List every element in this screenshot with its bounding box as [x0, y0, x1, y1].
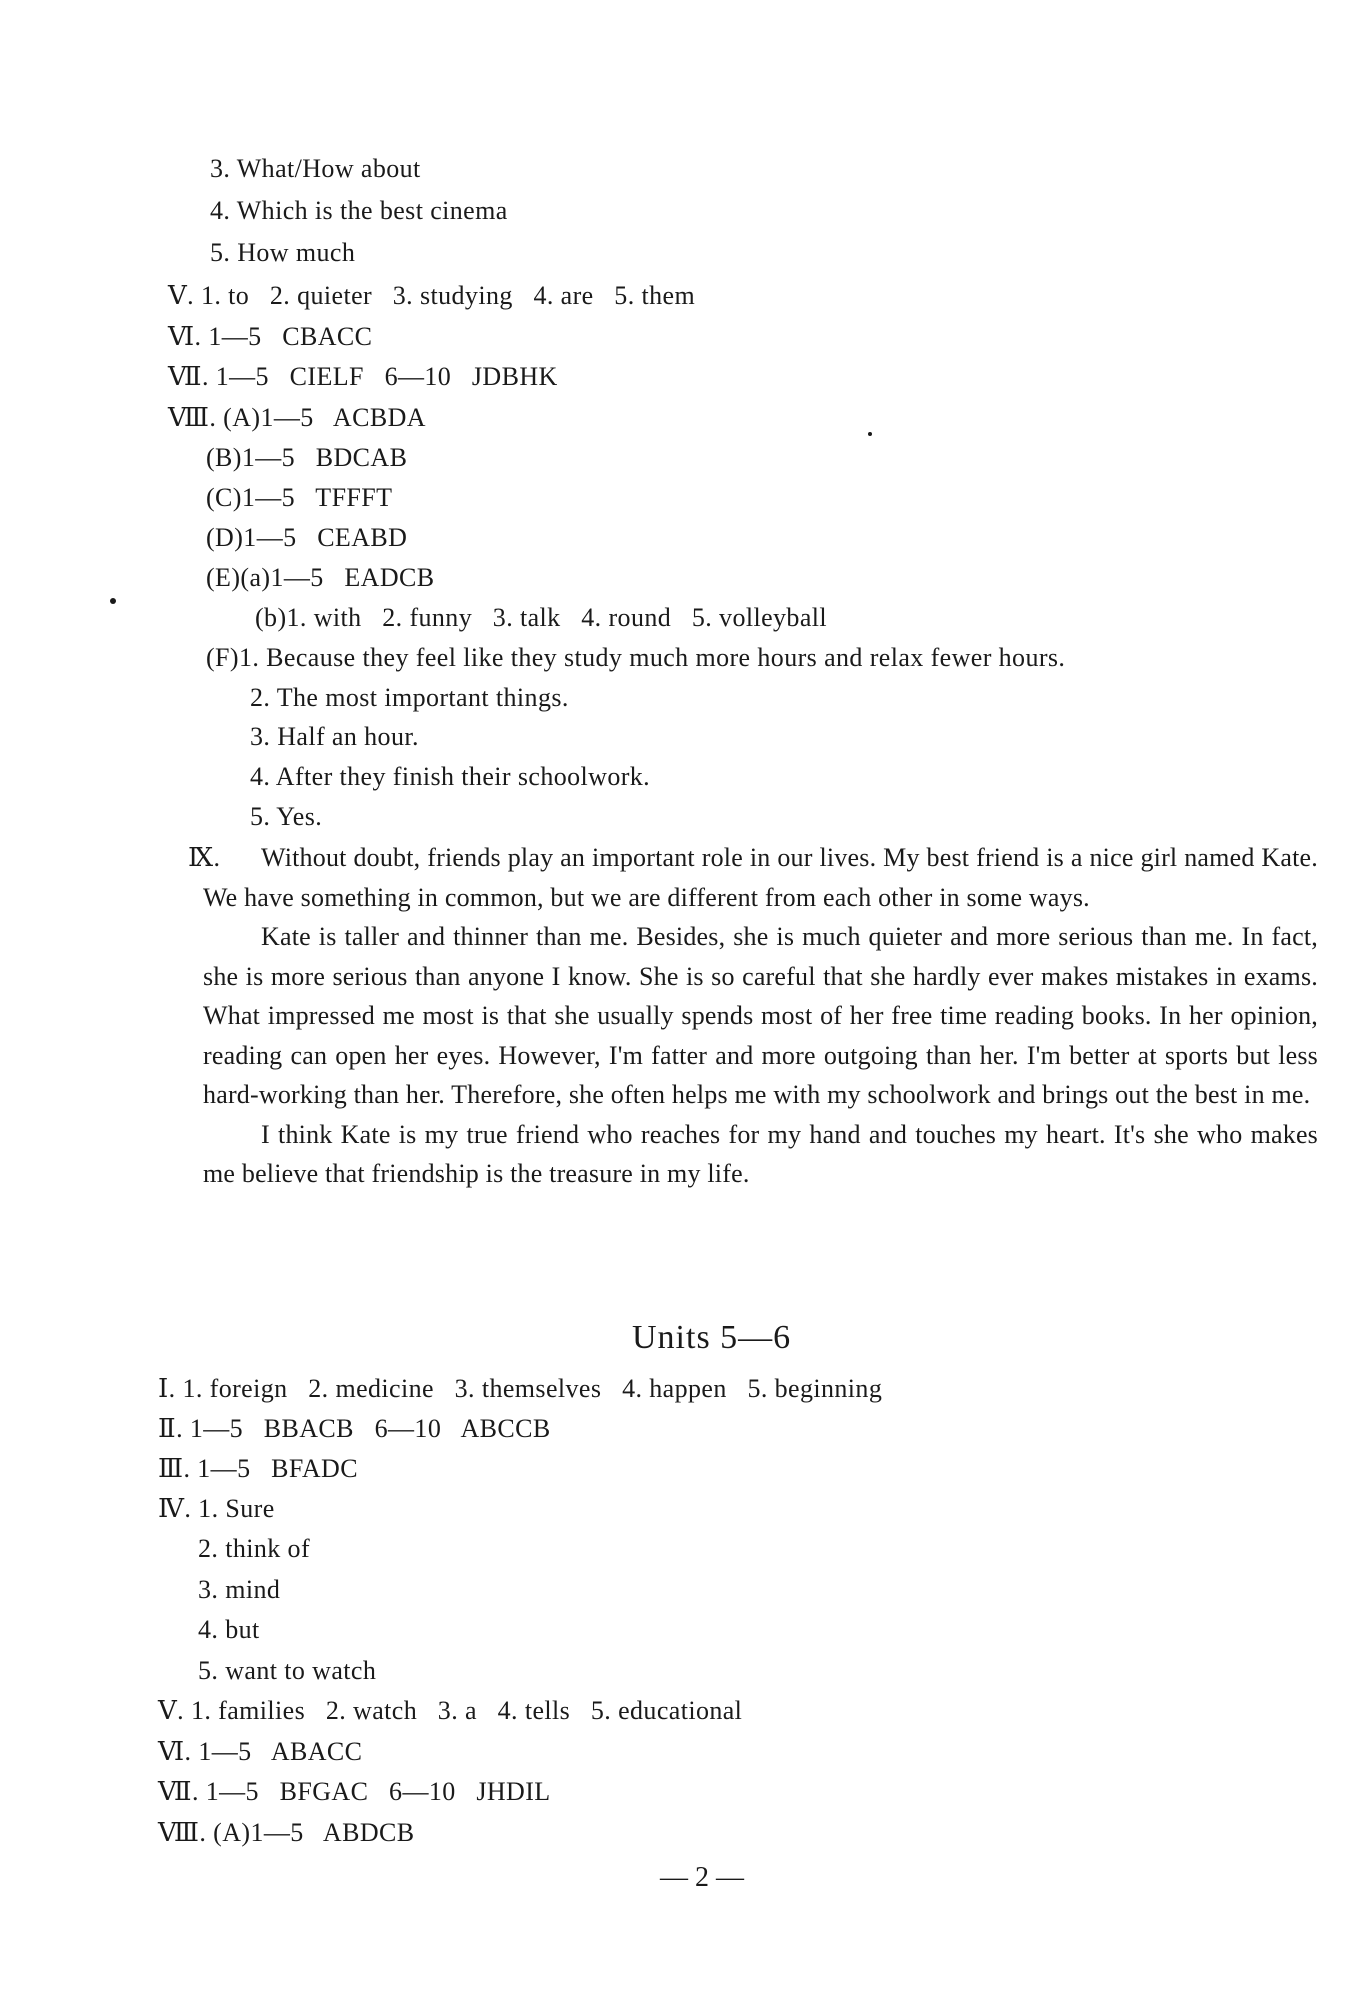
section-vii-answers: Ⅶ. 1—5 CIELF 6—10 JDBHK [168, 362, 558, 391]
page-number: — 2 — [660, 1862, 744, 1893]
answer-line: 5. How much [210, 238, 356, 267]
section-vii-answers: Ⅶ. 1—5 BFGAC 6—10 JHDIL [158, 1777, 551, 1806]
section-viii-answers: Ⅷ. (A)1—5 ABDCB [158, 1818, 415, 1847]
essay-paragraph: Kate is taller and thinner than me. Besides, she is much quieter and more serious than me. In fact, she is more serious than anyone I know. She is so careful that she hardly ever makes mistakes in exams. What impressed me most is that she usually spends most of her free time reading books. In her opinion, reading can open her eyes. However, I'm fatter and more outgoing than her. I'm better at sports but less hard-working than her. Therefore, she often helps me with my schoolwork and brings out the best in me. [203, 922, 1318, 1109]
scan-speck [868, 432, 872, 436]
answer-line: (b)1. with 2. funny 3. talk 4. round 5. volleyball [255, 603, 828, 632]
unit-title: Units 5—6 [632, 1319, 792, 1356]
section-v-answers: Ⅴ. 1. to 2. quieter 3. studying 4. are 5. them [168, 281, 696, 310]
section-vi-answers: Ⅵ. 1—5 CBACC [168, 322, 373, 351]
answer-line: (D)1—5 CEABD [206, 523, 408, 552]
section-viii-answers: Ⅷ. (A)1—5 ACBDA [168, 403, 426, 432]
answer-line: 5. Yes. [250, 802, 323, 831]
answer-line: (B)1—5 BDCAB [206, 443, 408, 472]
section-ii-answers: Ⅱ. 1—5 BBACB 6—10 ABCCB [158, 1414, 551, 1443]
answer-line: 2. think of [198, 1534, 311, 1563]
answer-line: 3. What/How about [210, 154, 421, 183]
essay [203, 838, 1318, 1194]
scan-speck [110, 598, 116, 604]
answer-line: (E)(a)1—5 EADCB [206, 563, 435, 592]
answer-line: 3. mind [198, 1575, 281, 1604]
section-v-answers: Ⅴ. 1. families 2. watch 3. a 4. tells 5. educational [158, 1696, 743, 1725]
section-ix-label: Ⅸ. [188, 843, 221, 872]
answer-line: 3. Half an hour. [250, 722, 419, 751]
essay-paragraph: I think Kate is my true friend who reaches for my hand and touches my heart. It's she who makes me believe that friendship is the treasure in my life. [203, 1119, 1318, 1188]
answer-line: 4. After they finish their schoolwork. [250, 762, 651, 791]
answer-line: 4. but [198, 1615, 260, 1644]
section-iv-answers: Ⅳ. 1. Sure [158, 1494, 275, 1523]
answer-line: (C)1—5 TFFFT [206, 483, 393, 512]
section-i-answers: Ⅰ. 1. foreign 2. medicine 3. themselves 4. happen 5. beginning [158, 1374, 883, 1403]
section-iii-answers: Ⅲ. 1—5 BFADC [158, 1454, 358, 1483]
answer-line: 4. Which is the best cinema [210, 196, 508, 225]
answer-line: 2. The most important things. [250, 683, 569, 712]
answer-line: (F)1. Because they feel like they study much more hours and relax fewer hours. [206, 643, 1066, 672]
section-vi-answers: Ⅵ. 1—5 ABACC [158, 1737, 363, 1766]
essay-paragraph: Without doubt, friends play an important role in our lives. My best friend is a nice girl named Kate. We have something in common, but we are different from each other in some ways. [203, 843, 1318, 912]
answer-line: 5. want to watch [198, 1656, 377, 1685]
